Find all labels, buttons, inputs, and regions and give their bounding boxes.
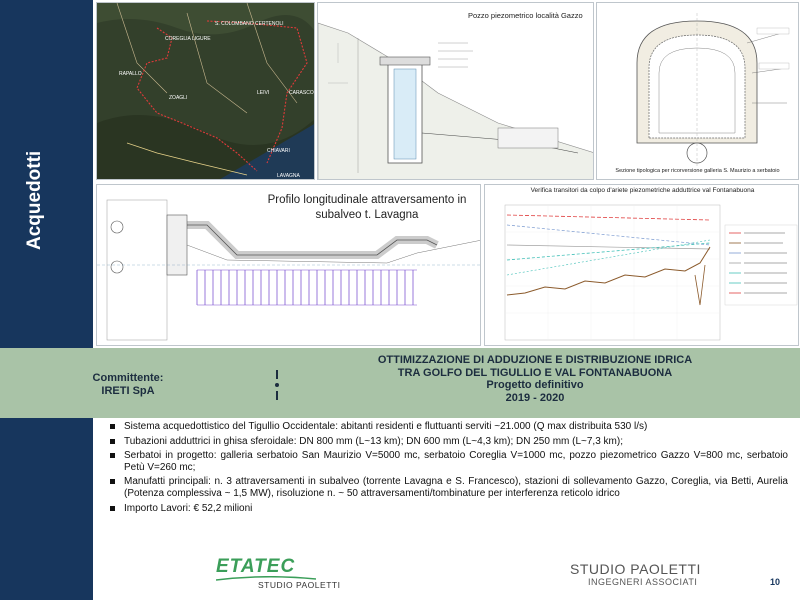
section-title: Acquedotti bbox=[24, 150, 45, 250]
chart-caption: Verifica transitori da colpo d'ariete piezometriche adduttrice val Fontanabuona bbox=[530, 187, 755, 194]
list-item: Sistema acquedottistico del Tigullio Occidentale: abitanti residenti e fluttuanti serviti ~21.000 (Q max distribuita 530 l/s) bbox=[108, 421, 788, 433]
list-item: Importo Lavori: € 52,2 milioni bbox=[108, 503, 788, 515]
etatec-logo bbox=[212, 556, 352, 592]
transient-chart-sketch bbox=[485, 185, 799, 346]
well-sketch bbox=[318, 3, 594, 180]
map-label: RAPALLO bbox=[119, 71, 142, 77]
map-label: LEIVI bbox=[257, 90, 270, 96]
well-drawing bbox=[317, 2, 594, 180]
project-title-line1: OTTIMIZZAZIONE DI ADDUZIONE E DISTRIBUZIONE IDRICA bbox=[377, 354, 693, 366]
map-label: S. COLOMBANO CERTENOLI bbox=[215, 21, 284, 27]
map-image bbox=[96, 2, 315, 180]
page-number: 10 bbox=[770, 577, 781, 587]
profile-caption: Profilo longitudinale attraversamento in subalveo t. Lavagna bbox=[257, 193, 477, 223]
project-years: 2019 - 2020 bbox=[505, 391, 565, 404]
sidebar bbox=[0, 0, 93, 600]
project-phase: Progetto definitivo bbox=[486, 379, 584, 391]
map-label: COREGLIA LIGURE bbox=[165, 36, 211, 42]
separator bbox=[276, 364, 279, 404]
separator-dot bbox=[275, 383, 279, 387]
client-label: Committente: bbox=[92, 372, 164, 384]
map-label: ZOAGLI bbox=[169, 95, 188, 101]
list-item: Manufatti principali: n. 3 attraversamenti in subalveo (torrente Lavagna e S. Francesco), stazioni di sollevamento Gazzo, Coreglia, via Betti, Aurelia (Potenza complessiva ~ 1,5 MW), risoluzione n. ~ 50 attraversamenti/tombinature per interferenza reticolo idrico bbox=[108, 476, 788, 499]
section-caption: Sezione tipologica per ricorversione galleria S. Maurizio a serbatoio bbox=[615, 168, 780, 174]
project-title-line2: TRA GOLFO DEL TIGULLIO E VAL FONTANABUONA bbox=[397, 366, 673, 379]
well-caption: Pozzo piezometrico località Gazzo bbox=[468, 11, 583, 20]
transient-chart-image bbox=[484, 184, 799, 346]
studio-paoletti-logo bbox=[570, 561, 720, 591]
section-drawing bbox=[596, 2, 799, 180]
etatec-logo-text: ETATEC bbox=[216, 556, 296, 577]
separator-bar bbox=[276, 391, 278, 400]
list-item: Serbatoi in progetto: galleria serbatoio San Maurizio V=5000 mc, serbatoio Coreglia V=1000 mc, pozzo piezometrico Gazzo V=800 mc, serbatoio Petù V=260 mc; bbox=[108, 450, 788, 473]
map-label: CARASCO bbox=[289, 90, 314, 96]
section-sketch bbox=[597, 3, 799, 180]
project-title bbox=[360, 354, 710, 404]
profile-drawing bbox=[96, 184, 481, 346]
client-block bbox=[78, 372, 178, 398]
separator-bar bbox=[276, 370, 278, 379]
description-list bbox=[108, 421, 788, 517]
map-label: CHIAVARI bbox=[267, 148, 290, 154]
etatec-logo-subtext: STUDIO PAOLETTI bbox=[258, 580, 341, 590]
studio-paoletti-logo-text: STUDIO PAOLETTI bbox=[570, 561, 701, 577]
studio-paoletti-logo-subtext: INGEGNERI ASSOCIATI bbox=[588, 577, 698, 587]
list-item: Tubazioni adduttrici in ghisa sferoidale: DN 800 mm (L~13 km); DN 600 mm (L~4,3 km); DN 250 mm (L~7,3 km); bbox=[108, 436, 788, 448]
map-label: LAVAGNA bbox=[277, 173, 300, 179]
client-name: IRETI SpA bbox=[101, 385, 155, 397]
